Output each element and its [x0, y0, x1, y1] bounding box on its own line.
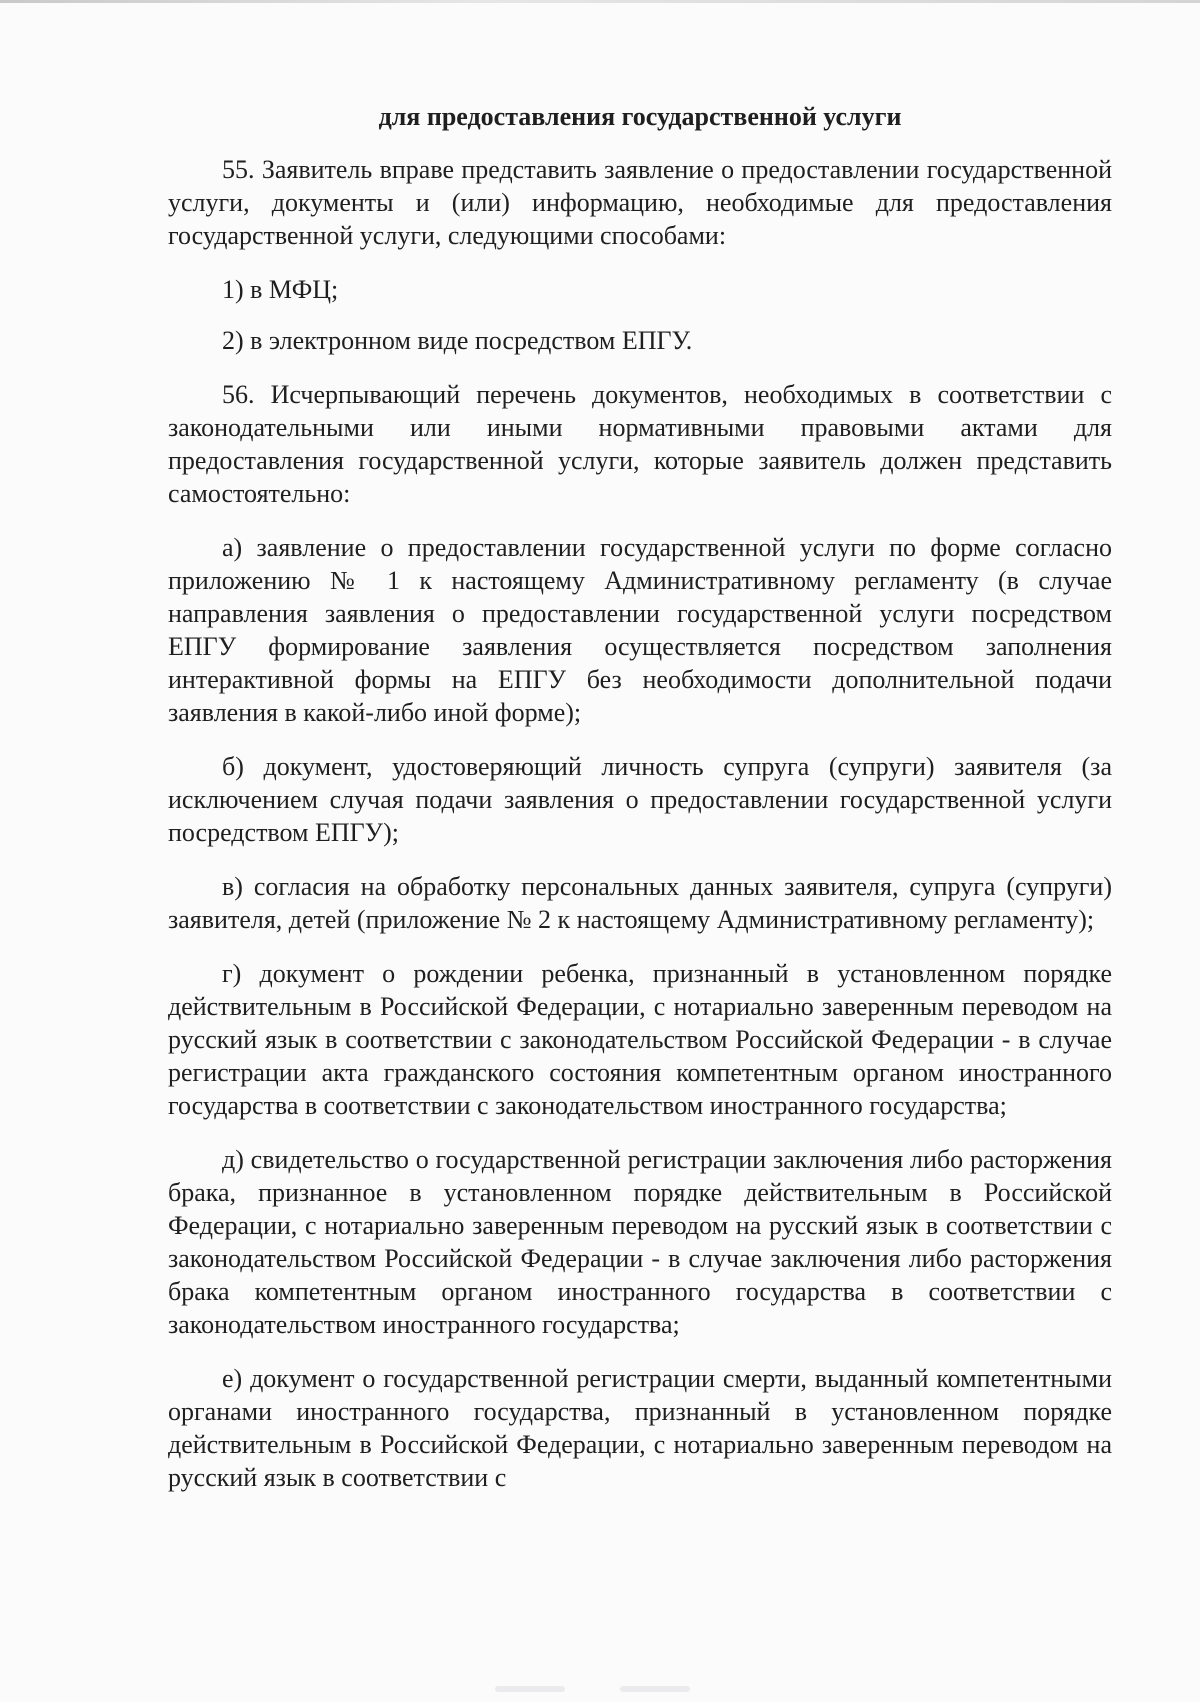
list-item-2: 2) в электронном виде посредством ЕПГУ.	[222, 326, 693, 355]
list-item-v: в) согласия на обработку персональных данных заявителя, супруга (супруги) заявителя, детей (приложение № 2 к настоящему Административному регламенту);	[168, 872, 1112, 934]
list-item-a: а) заявление о предоставлении государственной услуги по форме согласно приложению № 1 к настоящему Административному регламенту (в случае направления заявления о предоставлении государственной услуги посредством ЕПГУ формирование заявления осуществляется посредством заполнения интерактивной формы на ЕПГУ без необходимости дополнительной подачи заявления в какой-либо иной форме);	[168, 533, 1112, 727]
section-heading: для предоставления государственной услуги	[378, 102, 902, 131]
paragraph-55: 55. Заявитель вправе представить заявление о предоставлении государственной услуги, документы и (или) информацию, необходимые для предоставления государственной услуги, следующими способами:	[168, 155, 1112, 250]
list-item-e: е) документ о государственной регистрации смерти, выданный компетентными органами иностранного государства, признанный в установленном порядке действительным в Российской Федерации, с нотариально заверенным переводом на русский язык в соответствии с	[168, 1364, 1112, 1492]
list-item-d: д) свидетельство о государственной регистрации заключения либо расторжения брака, признанное в установленном порядке действительным в Российской Федерации, с нотариально заверенным переводом на русский язык в соответствии с законодательством Российской Федерации - в случае заключения либо расторжения брака компетентным органом иностранного государства в соответствии с законодательством иностранного государства;	[168, 1145, 1112, 1339]
paragraph-56: 56. Исчерпывающий перечень документов, необходимых в соответствии с законодательными или иными нормативными правовыми актами для предоставления государственной услуги, которые заявитель должен представить самостоятельно:	[168, 380, 1112, 508]
list-item-1: 1) в МФЦ;	[222, 275, 339, 304]
document-body	[168, 100, 1112, 1515]
scan-artifact-right	[620, 1686, 690, 1692]
scan-artifact-left	[495, 1686, 565, 1692]
list-item-g: г) документ о рождении ребенка, признанный в установленном порядке действительным в Российской Федерации, с нотариально заверенным переводом на русский язык в соответствии с законодательством Российской Федерации - в случае регистрации акта гражданского состояния компетентным органом иностранного государства в соответствии с законодательством иностранного государства;	[168, 959, 1112, 1120]
list-item-b: б) документ, удостоверяющий личность супруга (супруги) заявителя (за исключением случая подачи заявления о предоставлении государственной услуги посредством ЕПГУ);	[168, 752, 1112, 847]
